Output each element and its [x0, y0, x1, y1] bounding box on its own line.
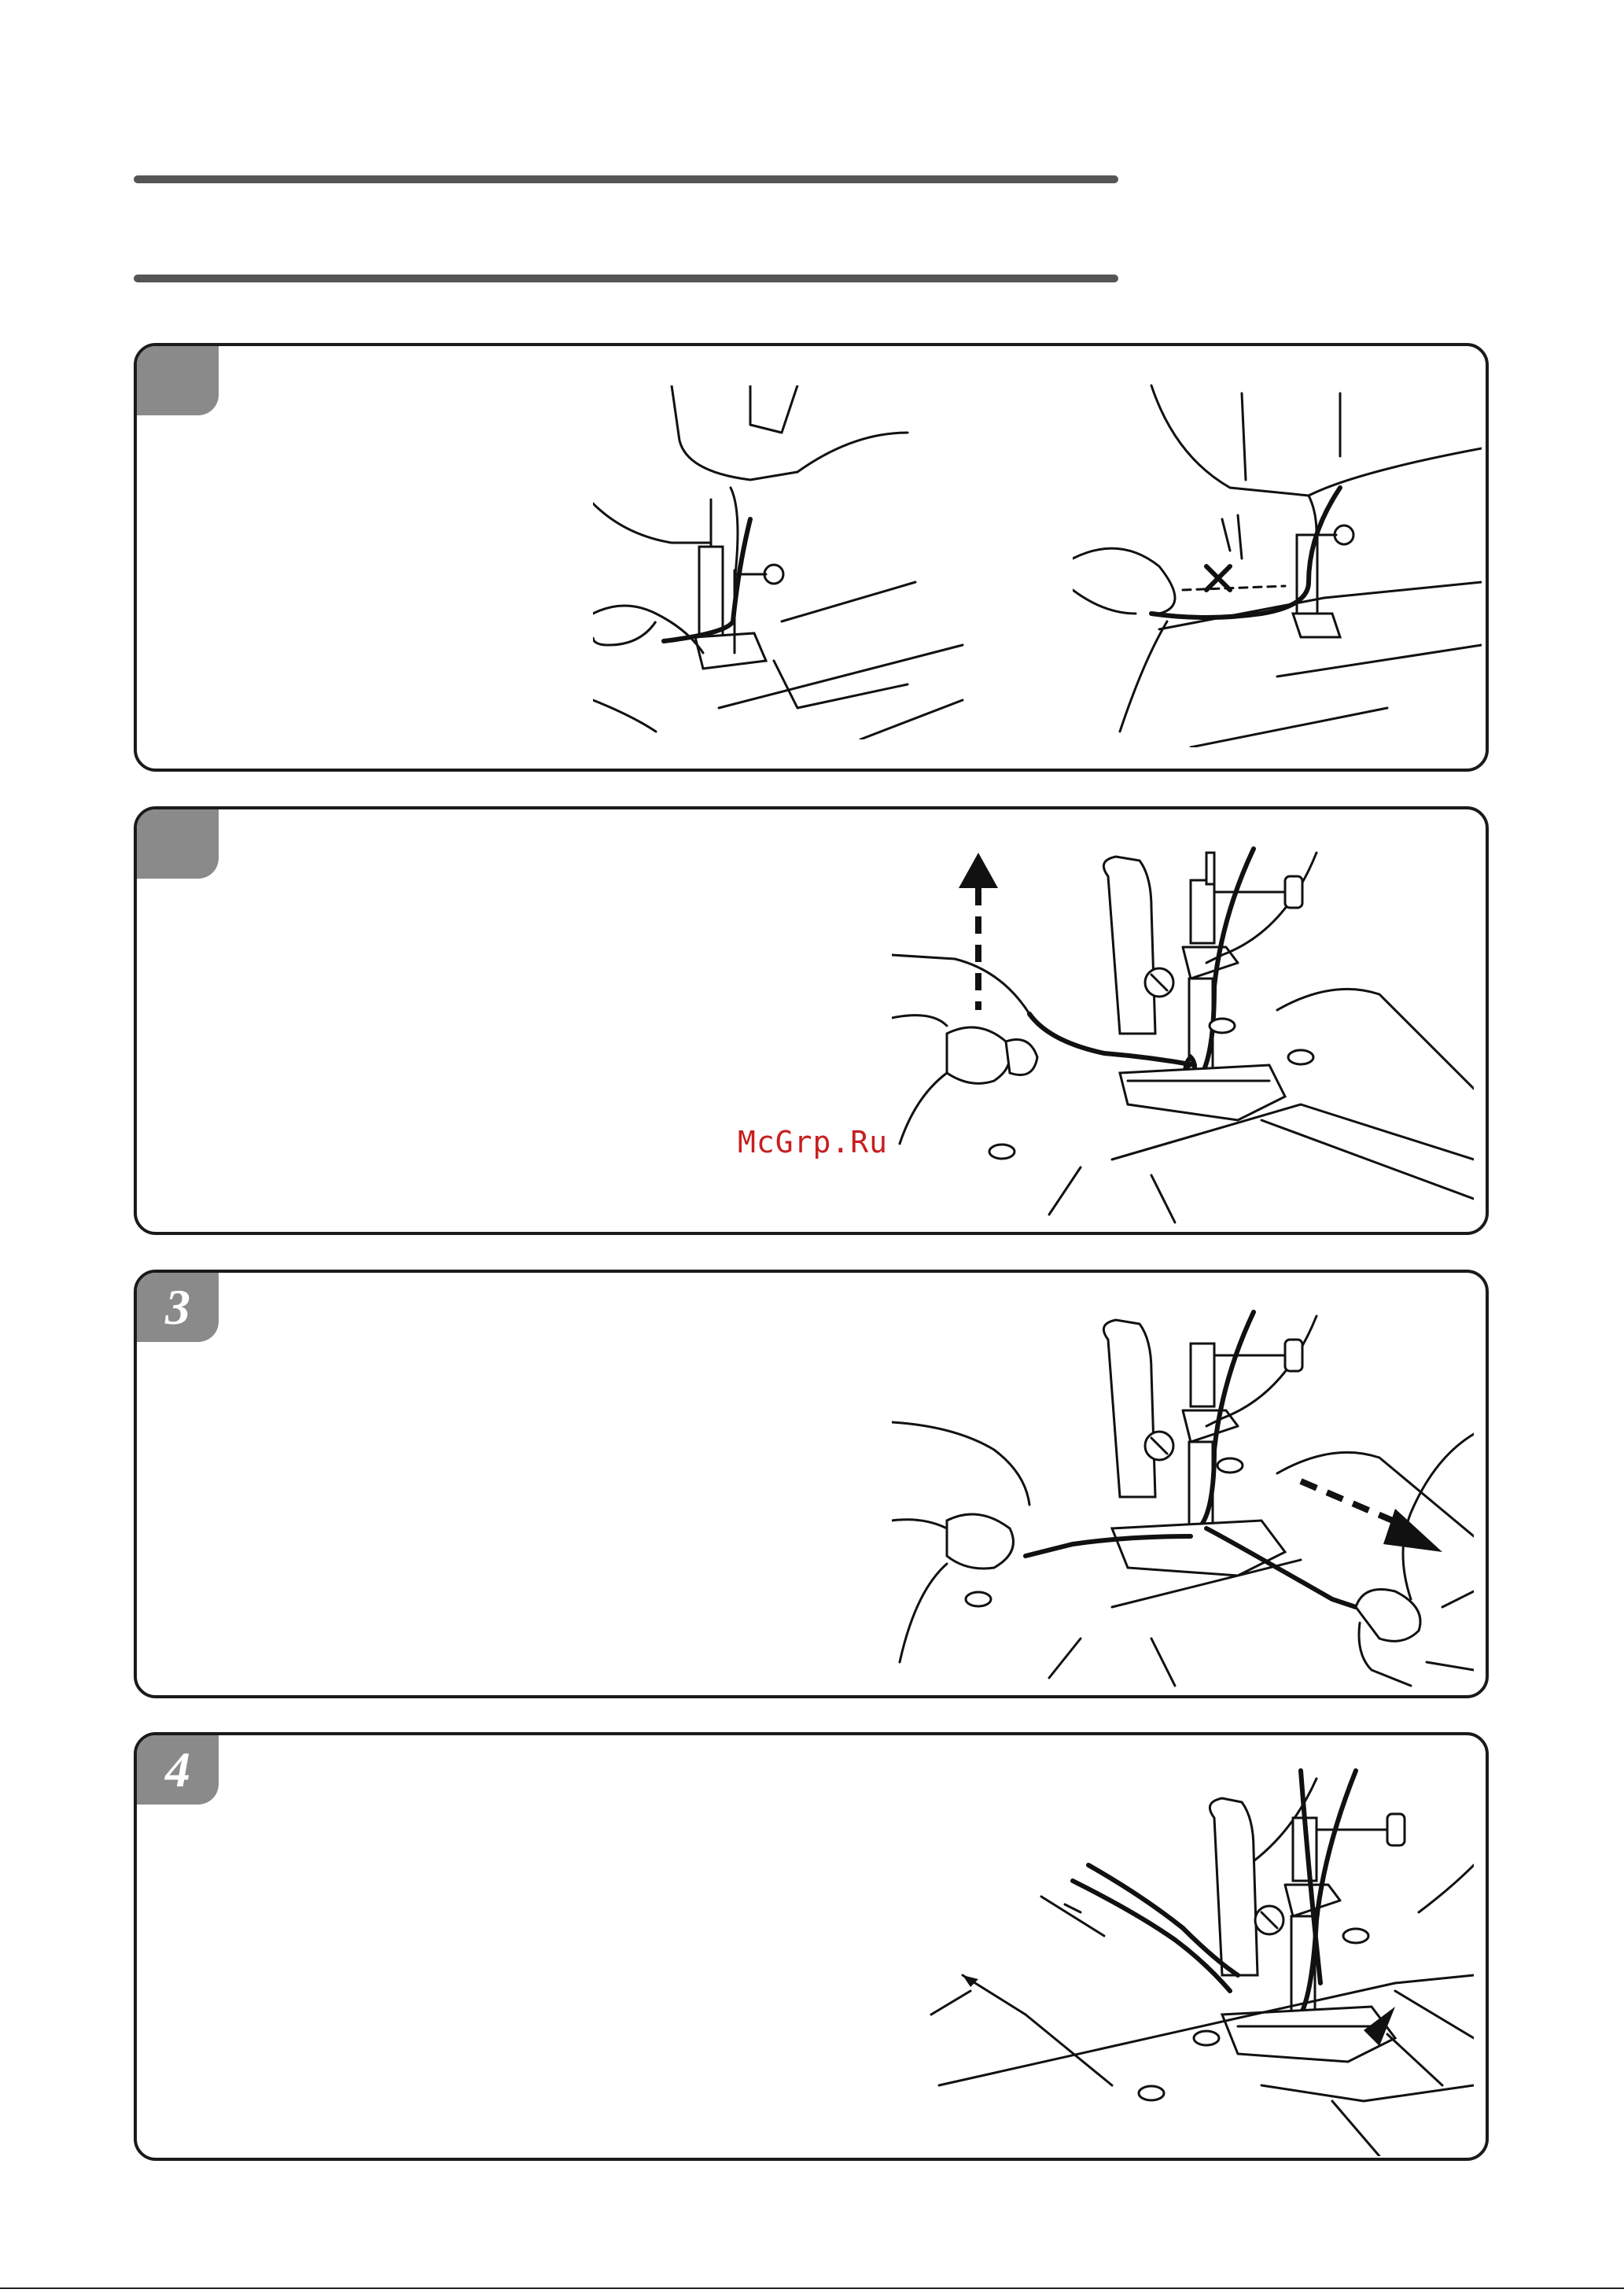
step-number: 4	[165, 1742, 190, 1797]
thread-under-foot-icon	[845, 1755, 1474, 2156]
pull-thread-up-icon	[892, 829, 1474, 1230]
header-rule-bottom	[134, 275, 1118, 282]
needle-thread-wrong-way-icon	[1073, 378, 1482, 747]
header-rule-top	[134, 175, 1118, 183]
step-badge	[137, 809, 219, 879]
step-panel-1	[134, 343, 1489, 772]
step-number: 3	[165, 1279, 190, 1335]
step-badge	[137, 346, 219, 415]
step-panel-2	[134, 806, 1489, 1235]
step-panel-4	[134, 1732, 1489, 2161]
needle-thread-hold-icon	[593, 385, 1002, 739]
page-footer-line	[0, 2287, 1624, 2289]
step-badge	[137, 1735, 219, 1805]
watermark: McGrp.Ru	[738, 1125, 889, 1159]
step-panel-3	[134, 1270, 1489, 1698]
pull-thread-back-icon	[892, 1292, 1474, 1694]
step-badge	[137, 1273, 219, 1342]
